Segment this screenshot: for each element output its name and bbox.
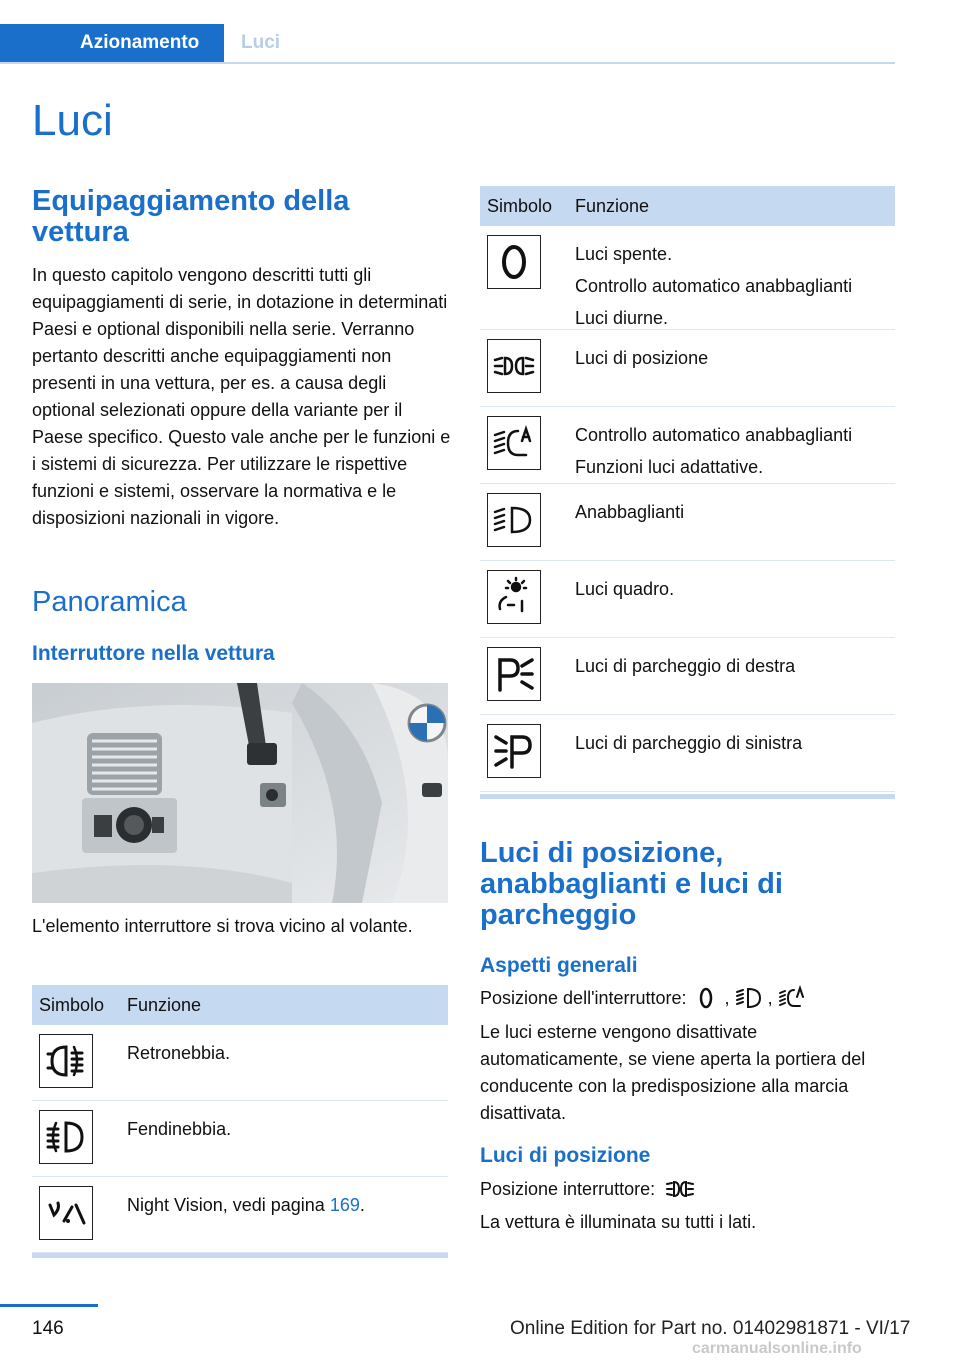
section-lights-title: Luci di posizione, anabbaglianti e luci di parcheggio <box>480 837 783 931</box>
function-text: Luci spente. Controllo automatico anabbaglianti Luci diurne. <box>575 244 853 328</box>
automatic-headlight-icon <box>777 985 807 1011</box>
page-link-169[interactable]: 169 <box>329 1195 360 1215</box>
symbol-table-left <box>32 985 448 1258</box>
table-row <box>32 1177 448 1253</box>
page-title: Luci <box>32 96 113 145</box>
tab-luci[interactable]: Luci <box>241 32 281 53</box>
tab-azionamento-label: Azionamento <box>80 32 200 53</box>
parking-light-right-icon <box>487 647 541 701</box>
table-row <box>32 1025 448 1101</box>
general-title: Aspetti generali <box>480 954 638 977</box>
table-row <box>480 330 895 407</box>
table-row <box>480 561 895 638</box>
section-overview-subtitle: Interruttore nella vettura <box>32 642 275 665</box>
photo-caption: L'elemento interruttore si trova vicino al volante. <box>32 916 413 936</box>
section-equip-title: Equipaggiamento della vettura <box>32 185 350 248</box>
table-row <box>480 484 895 561</box>
front-fog-light-icon <box>39 1110 93 1164</box>
table-header <box>480 186 895 226</box>
function-text: Controllo automatico anabbaglianti Funzioni luci adattative. <box>575 425 853 477</box>
position-switch-line: Posizione interruttore: <box>480 1175 705 1203</box>
page-number: 146 <box>32 1318 64 1339</box>
automatic-headlight-icon <box>487 416 541 470</box>
table-header <box>32 985 448 1025</box>
switch-positions-line: Posizione dell'interruttore: , , <box>480 984 811 1012</box>
position-body: La vettura è illuminata su tutti i lati. <box>480 1212 757 1232</box>
footer-rule <box>0 1304 98 1307</box>
section-equip-body: In questo capitolo vengono descritti tutti gli equipaggiamenti di serie, in dotazione in determinati Paesi e optional disponibili nella serie. Verranno pertanto descritti anche equipaggiamenti non presenti in una vettura, per es. a causa degli optional selezionati oppure della variante per il Paese specifico. Questo vale anche per le funzioni e i sistemi di sicurezza. Per utilizzare le rispettive funzioni e sistemi, osservare la normativa e le disposizioni nazionali in vigore. <box>32 265 451 528</box>
symbol-table-right <box>480 186 895 799</box>
function-text: Night Vision, vedi pagina 169. <box>127 1195 365 1215</box>
dashboard-switch-photo <box>32 683 448 903</box>
function-text: Luci di parcheggio di destra <box>575 656 796 676</box>
lights-off-icon <box>487 235 541 289</box>
tab-azionamento[interactable] <box>0 24 224 62</box>
edition-info: Online Edition for Part no. 01402981871 - VI/17 <box>510 1318 911 1339</box>
instrument-lighting-icon <box>487 570 541 624</box>
col-function-header: Funzione <box>127 995 202 1015</box>
rear-fog-light-icon <box>39 1034 93 1088</box>
position-title: Luci di posizione <box>480 1144 651 1167</box>
low-beam-icon <box>487 493 541 547</box>
low-beam-icon <box>734 985 764 1011</box>
table-row <box>480 638 895 715</box>
function-text: Luci di parcheggio di sinistra <box>575 733 803 753</box>
col-function-header: Funzione <box>575 196 650 216</box>
function-text: Anabbaglianti <box>575 502 685 522</box>
night-vision-icon <box>39 1186 93 1240</box>
table-end-rule <box>32 1253 448 1258</box>
table-row <box>480 226 895 330</box>
function-text: Retronebbia. <box>127 1043 231 1063</box>
parking-lights-icon <box>487 339 541 393</box>
table-row <box>480 407 895 484</box>
lights-off-icon <box>691 985 721 1011</box>
col-symbol-header: Simbolo <box>487 196 553 216</box>
table-row <box>32 1101 448 1177</box>
parking-light-left-icon <box>487 724 541 778</box>
table-row <box>480 715 895 792</box>
parking-lights-icon <box>659 1176 701 1202</box>
section-overview-title: Panoramica <box>32 586 187 618</box>
function-text: Luci quadro. <box>575 579 675 599</box>
header-bar <box>0 24 895 64</box>
table-end-rule <box>480 794 895 799</box>
general-body: Le luci esterne vengono disattivate automaticamente, se viene aperta la portiera del conducente con la predisposizione alla marcia disattivata. <box>480 1022 866 1123</box>
watermark: carmanualsonline.info <box>692 1340 862 1357</box>
function-text: Luci di posizione <box>575 348 709 368</box>
function-text: Fendinebbia. <box>127 1119 232 1139</box>
dashboard-photo-illustration <box>32 683 448 903</box>
col-symbol-header: Simbolo <box>39 995 105 1015</box>
